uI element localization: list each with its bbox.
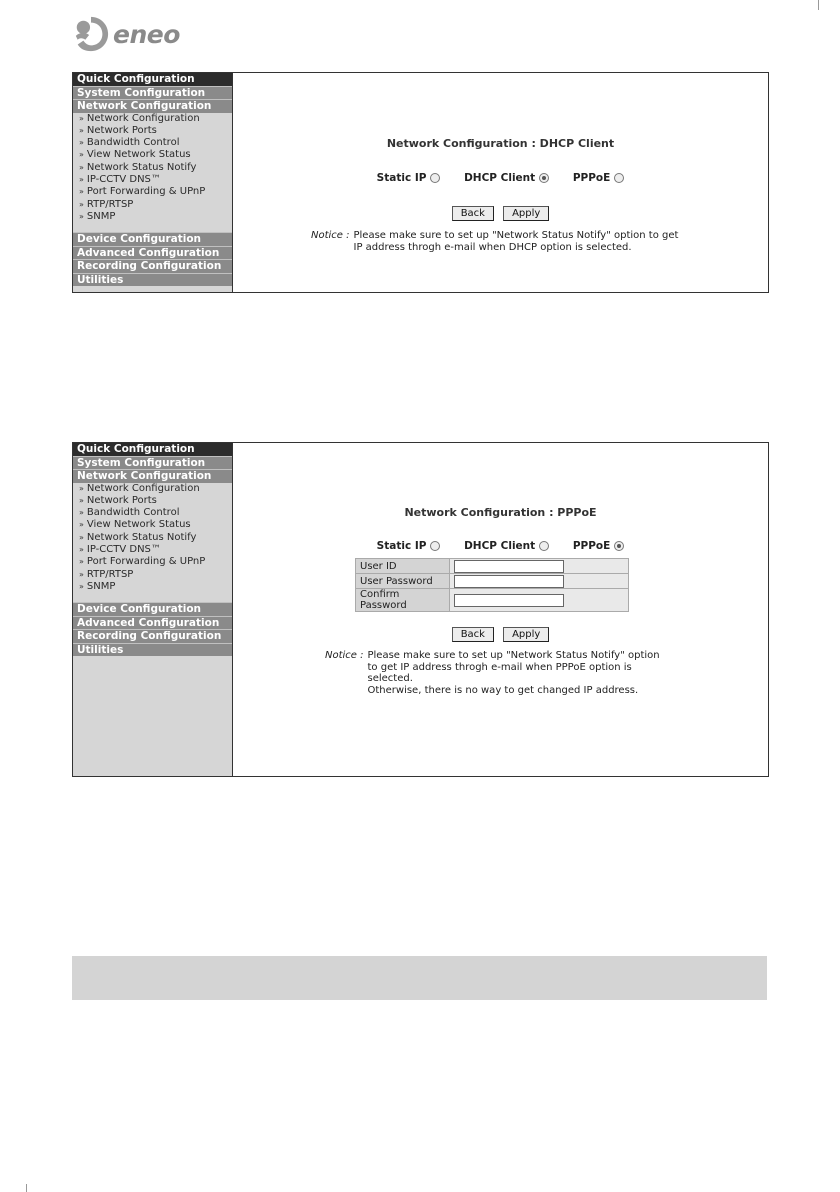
user-password-label: User Password <box>356 574 450 589</box>
back-button[interactable]: Back <box>452 206 494 221</box>
option-dhcp-client[interactable]: DHCP Client <box>464 540 549 552</box>
apply-button[interactable]: Apply <box>503 627 549 642</box>
option-static-ip[interactable]: Static IP <box>377 172 441 184</box>
notice-line: Otherwise, there is no way to get changed IP address. <box>367 684 639 696</box>
notice-label: Notice : <box>325 650 364 661</box>
notice <box>311 230 678 253</box>
eneo-logo-text: eneo <box>113 19 180 49</box>
pppoe-radio[interactable] <box>614 541 624 551</box>
crop-mark <box>818 0 840 10</box>
submenu-network-ports[interactable]: » Network Ports <box>79 494 157 506</box>
menu-utilities[interactable]: Utilities <box>73 273 232 287</box>
sidebar <box>73 73 233 292</box>
page-title: Network Configuration : DHCP Client <box>386 137 615 150</box>
eneo-logo-icon <box>72 15 110 53</box>
table-row <box>356 574 629 589</box>
option-pppoe[interactable]: PPPoE <box>573 172 624 184</box>
menu-quick-configuration[interactable]: Quick Configuration <box>73 73 232 86</box>
button-row <box>233 201 768 221</box>
submenu-ip-cctv-dns[interactable]: » IP-CCTV DNS™ <box>79 173 161 185</box>
menu-recording-configuration[interactable]: Recording Configuration <box>73 629 232 643</box>
submenu-snmp[interactable]: » SNMP <box>79 210 116 222</box>
option-dhcp-client[interactable]: DHCP Client <box>464 172 549 184</box>
notice-line: IP address throgh e-mail when DHCP option is selected. <box>353 241 632 253</box>
user-id-input[interactable] <box>454 560 564 573</box>
menu-device-configuration[interactable]: Device Configuration <box>73 232 232 246</box>
menu-network-configuration[interactable]: Network Configuration <box>73 99 232 113</box>
dhcp-client-radio[interactable] <box>539 541 549 551</box>
submenu-network-status-notify[interactable]: » Network Status Notify <box>79 161 197 173</box>
confirm-password-input[interactable] <box>454 594 564 607</box>
notice-line: to get IP address throgh e-mail when PPPoE option is <box>367 661 632 673</box>
apply-button[interactable]: Apply <box>503 206 549 221</box>
static-ip-radio[interactable] <box>430 173 440 183</box>
submenu-bandwidth-control[interactable]: » Bandwidth Control <box>79 137 180 149</box>
pppoe-credentials-table <box>355 558 629 612</box>
submenu-rtp-rtsp[interactable]: » RTP/RTSP <box>79 568 134 580</box>
menu-advanced-configuration[interactable]: Advanced Configuration <box>73 246 232 260</box>
notice <box>325 650 660 696</box>
table-row <box>356 559 629 574</box>
confirm-password-label: Confirm Password <box>356 589 450 612</box>
submenu-network-configuration[interactable]: » Network Configuration <box>79 112 200 124</box>
dhcp-config-screen <box>72 72 769 293</box>
eneo-logo <box>72 14 180 54</box>
submenu-port-forwarding[interactable]: » Port Forwarding & UPnP <box>79 186 206 198</box>
button-row <box>233 622 768 642</box>
menu-system-configuration[interactable]: System Configuration <box>73 86 232 100</box>
menu-quick-configuration[interactable]: Quick Configuration <box>73 443 232 456</box>
main-content <box>233 443 768 776</box>
option-static-ip[interactable]: Static IP <box>377 540 441 552</box>
pppoe-radio[interactable] <box>614 173 624 183</box>
submenu-view-network-status[interactable]: » View Network Status <box>79 519 191 531</box>
main-content <box>233 73 768 292</box>
static-ip-radio[interactable] <box>430 541 440 551</box>
user-password-input[interactable] <box>454 575 564 588</box>
notice-line: Please make sure to set up "Network Status Notify" option to get <box>353 230 679 241</box>
menu-system-configuration[interactable]: System Configuration <box>73 456 232 470</box>
menu-advanced-configuration[interactable]: Advanced Configuration <box>73 616 232 630</box>
sidebar <box>73 443 233 776</box>
submenu-network-ports[interactable]: » Network Ports <box>79 124 157 136</box>
submenu-network-configuration[interactable]: » Network Configuration <box>79 482 200 494</box>
back-button[interactable]: Back <box>452 627 494 642</box>
notice-line: Please make sure to set up "Network Status Notify" option <box>367 650 660 661</box>
submenu-bandwidth-control[interactable]: » Bandwidth Control <box>79 507 180 519</box>
connection-type-group <box>233 172 768 184</box>
dhcp-client-radio[interactable] <box>539 173 549 183</box>
menu-network-configuration[interactable]: Network Configuration <box>73 469 232 483</box>
submenu-snmp[interactable]: » SNMP <box>79 580 116 592</box>
connection-type-group <box>233 540 768 552</box>
menu-recording-configuration[interactable]: Recording Configuration <box>73 259 232 273</box>
submenu-ip-cctv-dns[interactable]: » IP-CCTV DNS™ <box>79 543 161 555</box>
table-row <box>356 589 629 612</box>
page-title: Network Configuration : PPPoE <box>404 506 597 519</box>
pppoe-config-screen <box>72 442 769 777</box>
submenu-rtp-rtsp[interactable]: » RTP/RTSP <box>79 198 134 210</box>
submenu-port-forwarding[interactable]: » Port Forwarding & UPnP <box>79 556 206 568</box>
user-id-label: User ID <box>356 559 450 574</box>
submenu-view-network-status[interactable]: » View Network Status <box>79 149 191 161</box>
submenu-network-status-notify[interactable]: » Network Status Notify <box>79 531 197 543</box>
menu-device-configuration[interactable]: Device Configuration <box>73 602 232 616</box>
notice-label: Notice : <box>311 230 350 241</box>
crop-mark-bottom <box>26 1184 27 1192</box>
option-pppoe[interactable]: PPPoE <box>573 540 624 552</box>
notice-line: selected. <box>367 673 413 684</box>
menu-utilities[interactable]: Utilities <box>73 643 232 657</box>
grey-band <box>72 956 767 1000</box>
